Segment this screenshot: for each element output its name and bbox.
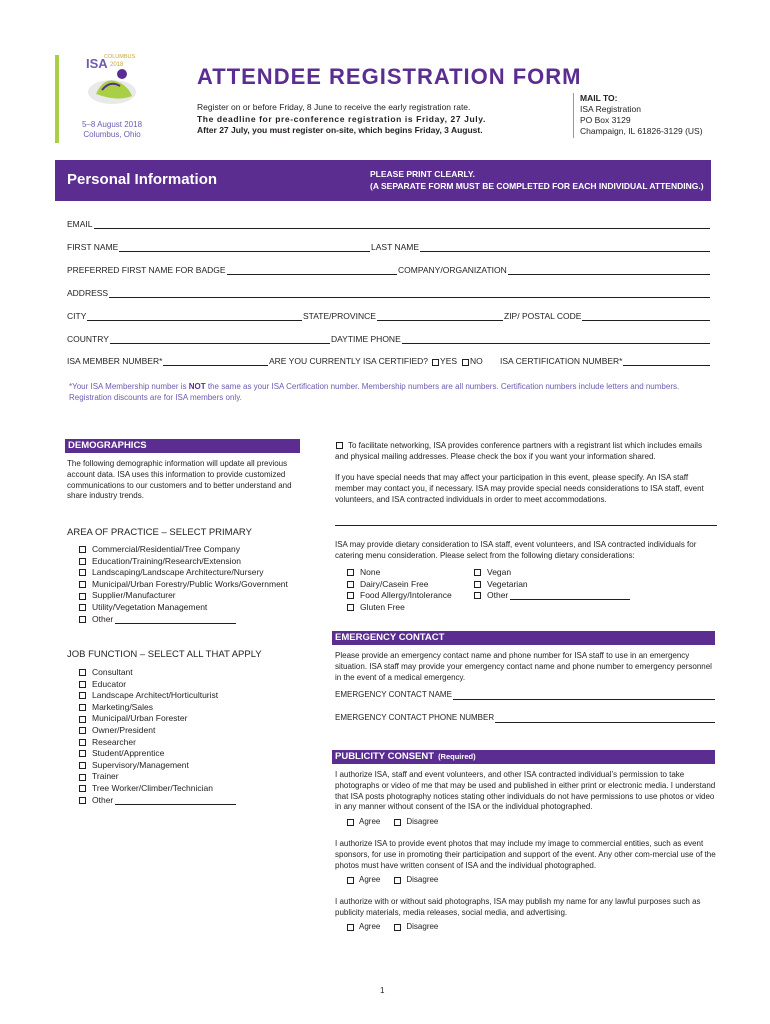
print-note-line-2: (A SEPARATE FORM MUST BE COMPLETED FOR EACH INDIVIDUAL ATTENDING.) <box>370 181 704 191</box>
checkbox[interactable] <box>79 716 86 723</box>
consent-2-disagree-checkbox[interactable] <box>394 877 401 884</box>
list-item[interactable]: Commercial/Residential/Tree Company <box>79 544 288 556</box>
checkbox[interactable] <box>474 569 481 576</box>
other-area-input[interactable] <box>115 615 236 624</box>
consent-3-agree-checkbox[interactable] <box>347 924 354 931</box>
registration-intro <box>197 102 537 137</box>
membership-row <box>67 356 710 366</box>
list-item[interactable]: Supervisory/Management <box>79 760 236 772</box>
list-item[interactable]: Municipal/Urban Forester <box>79 713 236 725</box>
member-number-field[interactable]: ISA MEMBER NUMBER* <box>67 356 268 366</box>
consent-2-agree-checkbox[interactable] <box>347 877 354 884</box>
other-job-input[interactable] <box>115 796 236 805</box>
mail-to-label: MAIL TO: <box>580 93 618 103</box>
email-field[interactable]: EMAIL <box>67 219 710 229</box>
city-field[interactable]: CITY <box>67 311 302 321</box>
emergency-text: Please provide an emergency contact name and phone number for ISA staff to use in an emergency situation. ISA staff may provide your emergency contact name and phone number to emergency personnel in the event of a medical emergency. <box>335 651 712 682</box>
list-item[interactable]: Trainer <box>79 771 236 783</box>
checkbox[interactable] <box>347 569 354 576</box>
intro-line-2: The deadline for pre-conference registration is Friday, 27 July. <box>197 113 486 124</box>
intro-line-1: Register on or before Friday, 8 June to receive the early registration rate. <box>197 102 471 112</box>
mail-divider <box>573 93 574 138</box>
list-item[interactable]: Other <box>474 590 630 602</box>
checkbox[interactable] <box>79 681 86 688</box>
checkbox[interactable] <box>79 739 86 746</box>
list-item[interactable]: Gluten Free <box>347 602 452 614</box>
consent-1-options: Agree Disagree <box>347 817 438 827</box>
page-number: 1 <box>380 986 385 995</box>
demographics-text: The following demographic information will update all previous account data. ISA uses this information to provide customized communications to our customers and to better understand and share industry trends. <box>67 459 292 501</box>
event-dates: 5–8 August 2018 <box>81 120 143 129</box>
mail-to-block <box>580 93 703 137</box>
logo-text-top: COLUMBUS <box>104 54 136 60</box>
consent-1-disagree-checkbox[interactable] <box>394 819 401 826</box>
list-item[interactable]: Education/Training/Research/Extension <box>79 556 288 568</box>
list-item[interactable]: Other <box>79 795 236 807</box>
consent-3-disagree-checkbox[interactable] <box>394 924 401 931</box>
personal-info-title: Personal Information <box>67 171 218 188</box>
emergency-name-field[interactable]: EMERGENCY CONTACT NAME <box>335 690 715 700</box>
print-note-line-1: PLEASE PRINT CLEARLY. <box>370 169 476 179</box>
area-of-practice-list <box>79 544 288 625</box>
checkbox[interactable] <box>79 762 86 769</box>
consent-2-options: Agree Disagree <box>347 875 438 885</box>
checkbox[interactable] <box>79 797 86 804</box>
logo-text-isa: ISA <box>86 56 108 71</box>
state-field[interactable]: STATE/PROVINCE <box>303 311 503 321</box>
list-item[interactable]: Consultant <box>79 667 236 679</box>
list-item[interactable]: Vegan <box>474 567 630 579</box>
list-item[interactable]: Supplier/Manufacturer <box>79 590 288 602</box>
list-item[interactable]: Owner/President <box>79 725 236 737</box>
list-item[interactable]: Utility/Vegetation Management <box>79 602 288 614</box>
networking-consent: To facilitate networking, ISA provides conference partners with a registrant list which includes emails and physical mailing addresses. Please check the box if you want your information shared. <box>335 441 702 461</box>
country-field[interactable]: COUNTRY <box>67 334 330 344</box>
list-item[interactable]: Municipal/Urban Forestry/Public Works/Government <box>79 579 288 591</box>
special-needs-line[interactable] <box>335 525 717 526</box>
publicity-paragraph-3: I authorize with or without said photographs, ISA may publish my name for any lawful purposes such as publicity materials, media releases, social media, and advertising. <box>335 897 701 917</box>
checkbox[interactable] <box>474 581 481 588</box>
first-name-field[interactable]: FIRST NAME <box>67 242 370 252</box>
checkbox[interactable] <box>79 727 86 734</box>
list-item[interactable]: Researcher <box>79 737 236 749</box>
demographics-header: DEMOGRAPHICS <box>65 439 300 453</box>
print-note <box>370 168 704 192</box>
daytime-phone-field[interactable]: DAYTIME PHONE <box>331 334 710 344</box>
checkbox[interactable] <box>79 669 86 676</box>
list-item[interactable]: None <box>347 567 452 579</box>
checkbox[interactable] <box>79 546 86 553</box>
email-row <box>67 219 710 229</box>
mail-name: ISA Registration <box>580 104 641 114</box>
mail-box: PO Box 3129 <box>580 115 631 125</box>
job-function-list <box>79 667 236 806</box>
last-name-field[interactable]: LAST NAME <box>371 242 710 252</box>
publicity-paragraph-1: I authorize ISA, staff and event volunteers, and other ISA contracted individual’s permission to take photographs or video of me that may be used and published in either print or electronic media. I understand that ISA posts photography notices stating other individuals do not have permissions to use photos or video in any manner without consent of the ISA or the individual photographed. <box>335 770 716 812</box>
other-diet-input[interactable] <box>510 591 630 600</box>
intro-line-3: After 27 July, you must register on-site, which begins Friday, 3 August. <box>197 125 483 135</box>
preferred-name-field[interactable]: PREFERRED FIRST NAME FOR BADGE <box>67 265 397 275</box>
mail-city: Champaign, IL 61826-3129 (US) <box>580 126 703 136</box>
badge-row <box>67 265 710 275</box>
event-location: Columbus, Ohio <box>83 130 141 139</box>
consent-3-options: Agree Disagree <box>347 922 438 932</box>
checkbox[interactable] <box>79 704 86 711</box>
special-needs-text: If you have special needs that may affect your participation in this event, please specify. An ISA staff member may contact you, if necessary. ISA may provide special needs considerations to ISA staff, event volunteers, and ISA contracted individuals in order to meet accommodations. <box>335 473 704 504</box>
checkbox[interactable] <box>79 581 86 588</box>
dietary-list-right <box>474 567 630 602</box>
emergency-name-row <box>335 690 717 700</box>
checkbox[interactable] <box>474 592 481 599</box>
city-row <box>67 311 710 321</box>
publicity-consent-header: PUBLICITY CONSENT (Required) <box>332 750 715 764</box>
checkbox[interactable] <box>79 569 86 576</box>
certified-question: ARE YOU CURRENTLY ISA CERTIFIED? YES NO <box>269 356 483 366</box>
certified-no-checkbox[interactable] <box>462 359 469 366</box>
checkbox[interactable] <box>347 592 354 599</box>
list-item[interactable]: Landscaping/Landscape Architecture/Nursery <box>79 567 288 579</box>
event-info <box>66 120 158 140</box>
list-item[interactable]: Marketing/Sales <box>79 702 236 714</box>
list-item[interactable]: Other <box>79 614 288 626</box>
address-row <box>67 288 710 298</box>
company-field[interactable]: COMPANY/ORGANIZATION <box>398 265 710 275</box>
certification-number-field[interactable]: ISA CERTIFICATION NUMBER* <box>500 356 710 366</box>
checkbox[interactable] <box>79 785 86 792</box>
list-item[interactable]: Food Allergy/Intolerance <box>347 590 452 602</box>
checkbox[interactable] <box>79 558 86 565</box>
name-row <box>67 242 710 252</box>
address-field[interactable]: ADDRESS <box>67 288 710 298</box>
isa-conference-logo-icon <box>82 50 144 110</box>
list-item[interactable]: Vegetarian <box>474 579 630 591</box>
list-item[interactable]: Educator <box>79 679 236 691</box>
certified-yes-checkbox[interactable] <box>432 359 439 366</box>
dietary-text: ISA may provide dietary consideration to ISA staff, event volunteers, and ISA contracted individuals for catering menu consideration. Please select from the following dietary considerations: <box>335 540 697 560</box>
consent-1-agree-checkbox[interactable] <box>347 819 354 826</box>
list-item[interactable]: Student/Apprentice <box>79 748 236 760</box>
list-item[interactable]: Landscape Architect/Horticulturist <box>79 690 236 702</box>
area-of-practice-heading: AREA OF PRACTICE – SELECT PRIMARY <box>67 527 252 538</box>
list-item[interactable]: Tree Worker/Climber/Technician <box>79 783 236 795</box>
emergency-phone-row <box>335 713 717 723</box>
emergency-contact-header: EMERGENCY CONTACT <box>332 631 715 645</box>
checkbox[interactable] <box>79 774 86 781</box>
checkbox[interactable] <box>79 750 86 757</box>
job-function-heading: JOB FUNCTION – SELECT ALL THAT APPLY <box>67 649 262 660</box>
publicity-paragraph-2: I authorize ISA to provide event photos that may include my image to commercial entities, such as event sponsors, for use in promoting their participation and support of the event. Any other com-mercial use of the photos must have written consent of ISA and the individual photographed. <box>335 839 716 870</box>
networking-checkbox[interactable] <box>336 442 343 449</box>
list-item[interactable]: Dairy/Casein Free <box>347 579 452 591</box>
accent-bar <box>55 55 59 143</box>
checkbox[interactable] <box>347 581 354 588</box>
checkbox[interactable] <box>79 604 86 611</box>
checkbox[interactable] <box>79 616 86 623</box>
dietary-list-left <box>347 567 452 613</box>
checkbox[interactable] <box>79 692 86 699</box>
logo-text-year: 2018 <box>110 62 124 68</box>
zip-field[interactable]: ZIP/ POSTAL CODE <box>504 311 710 321</box>
checkbox[interactable] <box>79 593 86 600</box>
membership-footnote: *Your ISA Membership number is NOT the same as your ISA Certification number. Membership numbers are all numbers. Certification numbers include letters and numbers. Registration discounts are for ISA members only. <box>69 382 680 402</box>
emergency-phone-field[interactable]: EMERGENCY CONTACT PHONE NUMBER <box>335 713 715 723</box>
country-row <box>67 334 710 344</box>
page-title: ATTENDEE REGISTRATION FORM <box>197 64 582 89</box>
checkbox[interactable] <box>347 604 354 611</box>
